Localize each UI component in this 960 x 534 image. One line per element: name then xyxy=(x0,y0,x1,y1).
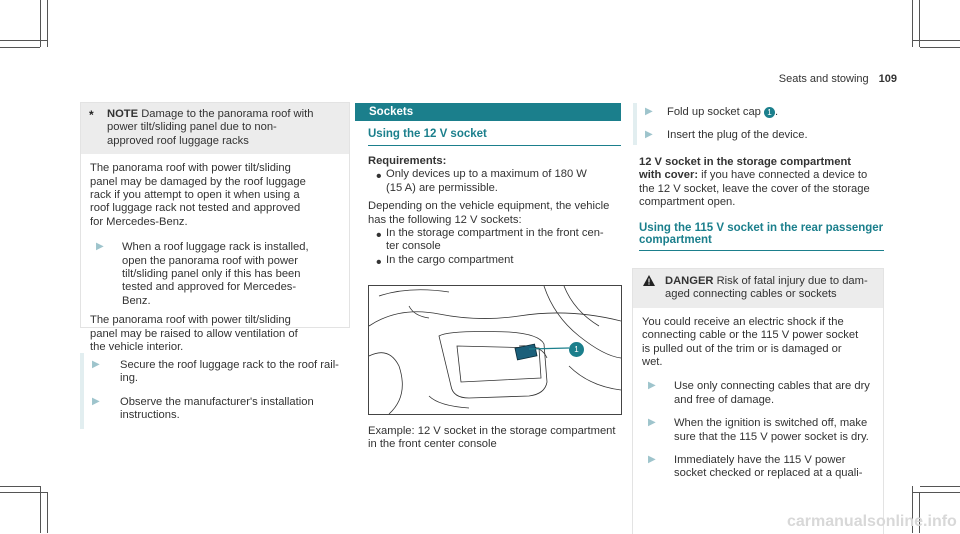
step-item: ▶ Observe the manufacturer's installation instructions. xyxy=(86,396,348,423)
storage-note: 12 V socket in the storage compartment with cover: if you have connected a device to the 12 V socket, leave the cover of the storage compartment open. xyxy=(639,156,870,209)
note-paragraph-1: The panorama roof with power tilt/sliding panel may be damaged by the roof luggage rack if you attempt to open it when using a roof luggage rack not tested and approved for Mercedes-Benz. xyxy=(90,162,306,228)
note-step: ▶ When a roof luggage rack is installed, open the panorama roof with power tilt/sliding panel only if this has been tested and approved for Mercedes- Benz. xyxy=(90,241,339,308)
header-section: Seats and stowing xyxy=(778,73,869,85)
middle-column xyxy=(368,128,621,272)
watermark: carmanualsonline.info xyxy=(787,513,957,530)
socket-item: • In the cargo compartment xyxy=(368,254,621,272)
note-title-1: Damage to the panorama roof with xyxy=(141,108,314,120)
arrow-icon: ▶ xyxy=(648,417,656,429)
left-steps xyxy=(86,359,348,423)
intro-text: Depending on the vehicle equipment, the vehicle has the following 12 V sockets: xyxy=(368,200,610,226)
arrow-icon: ▶ xyxy=(645,106,653,117)
danger-body: You could receive an electric shock if the connecting cable or the 115 V power socket is pulled out of the trim or is damaged or wet. ▶ Use only connecting cables that are dry and free of damage. ▶ When the ignition is switched off, make sure that the 115 V power socket is dry. ▶ Immediately have the 115 V power socket checked or replaced at a quali- xyxy=(633,308,883,481)
arrow-icon: ▶ xyxy=(648,380,656,392)
step-sidebar xyxy=(80,353,84,429)
danger-header: DANGER Risk of fatal injury due to dam- aged connecting cables or sockets xyxy=(633,269,883,308)
arrow-icon: ▶ xyxy=(92,395,100,407)
socket-item: • In the storage compartment in the front cen- ter console xyxy=(368,227,621,254)
callout-badge: 1 xyxy=(764,107,775,118)
arrow-icon: ▶ xyxy=(96,241,104,253)
section-title: Sockets xyxy=(355,103,621,121)
note-paragraph-2: The panorama roof with power tilt/sliding panel may be raised to allow ventilation of the vehicle interior. xyxy=(90,314,298,354)
page-header xyxy=(779,73,897,85)
danger-step: ▶ Use only connecting cables that are dry and free of damage. xyxy=(642,380,873,407)
bullet-icon: • xyxy=(376,168,382,186)
arrow-icon: ▶ xyxy=(645,129,653,141)
rear-socket-heading: Using the 115 V socket in the rear passenger compartment xyxy=(639,222,884,251)
heading-rule xyxy=(639,250,884,251)
note-box xyxy=(80,102,350,354)
note-title-3: approved roof luggage racks xyxy=(107,134,249,147)
danger-step: ▶ When the ignition is switched off, make sure that the 115 V power socket is dry. xyxy=(642,417,873,444)
step-sidebar xyxy=(633,103,637,145)
figure-callout: 1 xyxy=(569,342,584,357)
note-label: NOTE xyxy=(107,108,139,120)
note-title-2: power tilt/sliding panel due to non- xyxy=(107,121,277,134)
note-title xyxy=(107,108,313,148)
step-item: ▶ Secure the roof luggage rack to the roof rail- ing. xyxy=(86,359,348,386)
heading-rule xyxy=(368,145,621,146)
socket-figure xyxy=(368,285,622,415)
danger-label: DANGER xyxy=(665,275,714,287)
danger-step: ▶ Immediately have the 115 V power socket checked or replaced at a quali- xyxy=(642,454,873,481)
figure-caption: Example: 12 V socket in the storage compartment in the front center console xyxy=(368,425,616,451)
section-heading: Using the 12 V socket xyxy=(368,128,487,140)
step-item: ▶ Fold up socket cap 1 . xyxy=(639,106,881,119)
requirement-item: • Only devices up to a maximum of 180 W (15 A) are permissible. xyxy=(368,168,621,195)
page-number: 109 xyxy=(878,73,897,85)
note-header xyxy=(81,103,349,154)
bullet-icon: • xyxy=(376,253,382,271)
note-icon: * xyxy=(89,108,94,122)
bullet-icon: • xyxy=(376,227,382,245)
warning-icon xyxy=(641,275,665,302)
note-body xyxy=(81,154,349,354)
right-steps xyxy=(639,106,881,143)
requirements-label: Requirements: xyxy=(368,155,447,167)
arrow-icon: ▶ xyxy=(648,454,656,466)
step-item: ▶ Insert the plug of the device. xyxy=(639,129,881,142)
danger-box xyxy=(632,268,884,534)
arrow-icon: ▶ xyxy=(92,359,100,370)
